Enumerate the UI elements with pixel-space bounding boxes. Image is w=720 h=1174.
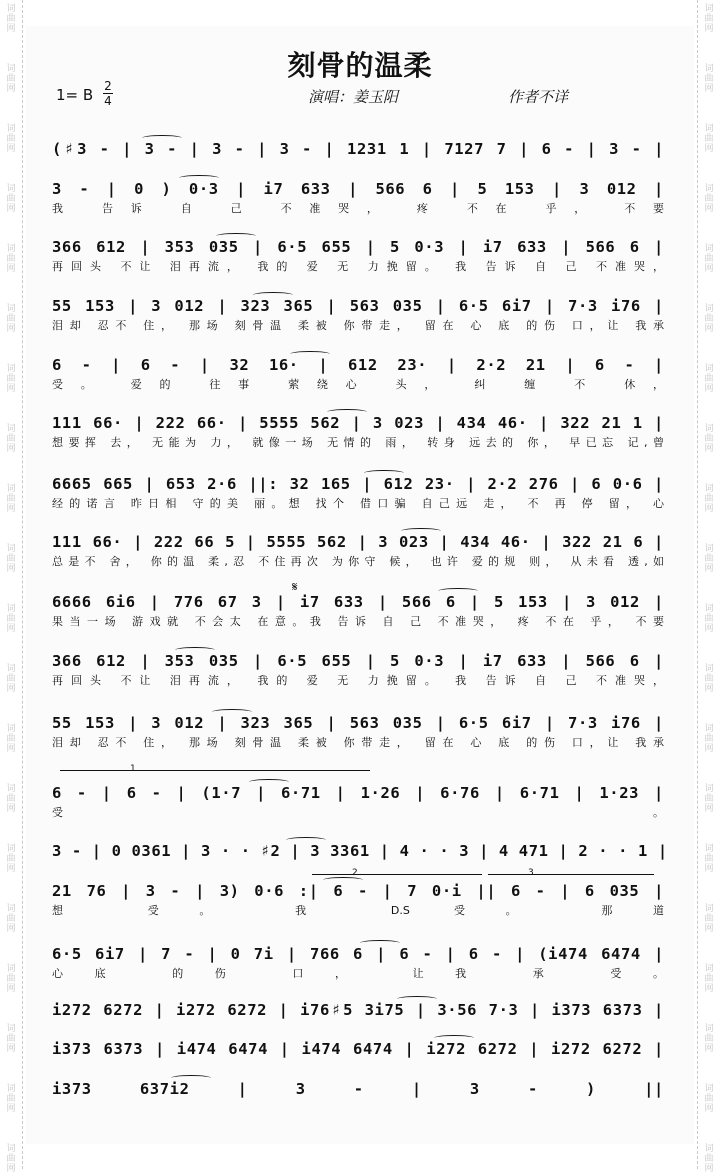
volta-2-label: 2 bbox=[352, 868, 358, 878]
score-line-notes: 6·5 6i7 | 7 - | 0 7i | 766 6 | 6 - | 6 - | (i474 6474 | bbox=[52, 945, 664, 963]
score-line-notes: 6 - | 6 - | 32 16· | 612 23· | 2·2 21 | 6 - | bbox=[52, 356, 664, 374]
watermark-text: 词 曲 网 bbox=[6, 904, 16, 934]
watermark-text: 词 曲 网 bbox=[6, 304, 16, 334]
score-line-lyrics: 泪却 忍不 住， 那场 刻骨温 柔被 你带走， 留在 心 底 的伤 口，让 我承 bbox=[52, 736, 664, 749]
score-line-lyrics: 经的诺言 昨日相 守的美 丽。想 找个 借口骗 自己远 走， 不 再 停 留， 心 bbox=[52, 497, 664, 510]
watermark-text: 词 曲 网 bbox=[6, 724, 16, 754]
time-signature-bottom: 4 bbox=[104, 94, 112, 108]
score-line-lyrics: 受。 爱的 往事 萦绕心 头， 纠 缠 不 休， bbox=[52, 378, 664, 391]
beam-line bbox=[52, 733, 664, 734]
score-line-notes: 3 - | 0 0361 | 3 · · ♯2 | 3 3361 | 4 · · 3 | 4 471 | 2 · · 1 | bbox=[52, 842, 668, 860]
beam-line bbox=[52, 159, 664, 160]
score-line bbox=[52, 297, 664, 337]
volta-3-bracket bbox=[488, 874, 654, 875]
score-line-lyrics: 果当一场 游戏就 不会太 在意。我 告诉 自 己 不准哭， 疼 不在 乎， 不要 bbox=[52, 615, 664, 628]
watermark-text: 词 曲 网 bbox=[704, 124, 714, 154]
score-line bbox=[52, 945, 664, 985]
score-line bbox=[52, 882, 664, 922]
beam-line bbox=[52, 964, 664, 965]
score-line-notes: 3 - | 0 ) 0·3 | i7 633 | 566 6 | 5 153 | 3 012 | bbox=[52, 180, 664, 198]
score-line-notes: 366 612 | 353 035 | 6·5 655 | 5 0·3 | i7 633 | 566 6 | bbox=[52, 238, 664, 256]
watermark-text: 词 曲 网 bbox=[704, 724, 714, 754]
watermark-text: 词 曲 网 bbox=[704, 184, 714, 214]
watermark-text: 词 曲 网 bbox=[704, 844, 714, 874]
watermark-text: 词 曲 网 bbox=[6, 964, 16, 994]
score-line bbox=[52, 140, 664, 180]
slur-arc bbox=[249, 779, 289, 785]
score-line bbox=[52, 238, 664, 278]
watermark-text: 词 曲 网 bbox=[6, 1144, 16, 1174]
watermark-text: 词 曲 网 bbox=[6, 664, 16, 694]
watermark-text: 词 曲 网 bbox=[6, 364, 16, 394]
score-line-lyrics: 我 告诉 自 己 不准哭， 疼 不在 乎， 不要 bbox=[52, 202, 664, 215]
volta-1-label: 1 bbox=[130, 764, 136, 774]
score-line bbox=[52, 1040, 664, 1080]
watermark-text: 词 曲 网 bbox=[6, 484, 16, 514]
score-line-notes: 366 612 | 353 035 | 6·5 655 | 5 0·3 | i7 633 | 566 6 | bbox=[52, 652, 664, 670]
score-line-notes: 111 66· | 222 66· | 5555 562 | 3 023 | 434 46· | 322 21 1 | bbox=[52, 414, 664, 432]
slur-arc bbox=[179, 175, 219, 181]
score-line-lyrics: 受。 bbox=[52, 806, 664, 819]
slur-arc bbox=[327, 409, 367, 415]
score-line bbox=[52, 652, 664, 692]
watermark-text: 词 曲 网 bbox=[704, 1024, 714, 1054]
score-line-lyrics: 再回头 不让 泪再流， 我的 爱 无 力挽留。 我 告诉 自 己 不准哭， bbox=[52, 260, 664, 273]
slur-arc bbox=[171, 1075, 211, 1081]
score-line-lyrics: 总是不 舍， 你的温 柔,忍 不住再次 为你守 候， 也许 爱的规 则， 从未看 透,如 bbox=[52, 555, 664, 568]
segno-sign: 𝄋 bbox=[292, 580, 298, 595]
score-line-notes: i272 6272 | i272 6272 | i76♯5 3i75 | 3·56 7·3 | i373 6373 | bbox=[52, 1001, 664, 1019]
slur-arc bbox=[216, 233, 256, 239]
score-line bbox=[52, 784, 664, 824]
score-line-lyrics: 泪却 忍不 住， 那场 刻骨温 柔被 你带走， 留在 心 底 的伤 口，让 我承 bbox=[52, 319, 664, 332]
score-line-notes: 111 66· | 222 66 5 | 5555 562 | 3 023 | 434 46· | 322 21 6 | bbox=[52, 533, 664, 551]
score-line bbox=[52, 414, 664, 454]
beam-line bbox=[52, 671, 664, 672]
watermark-text: 词 曲 网 bbox=[704, 424, 714, 454]
watermark-text: 词 曲 网 bbox=[704, 1084, 714, 1114]
slur-arc bbox=[253, 292, 293, 298]
watermark-text: 词 曲 网 bbox=[704, 604, 714, 634]
score-line-notes: i373 637i2 | 3 - | 3 - ) || bbox=[52, 1080, 664, 1098]
score-line bbox=[52, 842, 668, 882]
beam-line bbox=[52, 494, 664, 495]
score-line bbox=[52, 714, 664, 754]
slur-arc bbox=[290, 351, 330, 357]
score-line bbox=[52, 593, 664, 633]
slur-arc bbox=[364, 470, 404, 476]
slur-arc bbox=[438, 588, 478, 594]
score-line-notes: 21 76 | 3 - | 3) 0·6 :| 6 - | 7 0·i || 6 - | 6 035 | bbox=[52, 882, 664, 900]
score-line-lyrics: 想要挥 去， 无能为 力， 就像一场 无情的 雨， 转身 远去的 你， 早已忘 记,曾 bbox=[52, 436, 664, 449]
score-line-lyrics: 心底 的伤 口， 让我 承 受。 bbox=[52, 967, 664, 980]
score-line-notes: 6666 6i6 | 776 67 3 | i7 633 | 566 6 | 5 153 | 3 012 | bbox=[52, 593, 664, 611]
volta-1-bracket bbox=[60, 770, 370, 771]
beam-line bbox=[52, 375, 664, 376]
beam-line bbox=[52, 861, 664, 862]
beam-line bbox=[52, 552, 664, 553]
slur-arc bbox=[434, 1035, 474, 1041]
score-line-notes: (♯3 - | 3 - | 3 - | 3 - | 1231 1 | 7127 7 | 6 - | 3 - | bbox=[52, 140, 664, 158]
watermark-text: 词 曲 网 bbox=[6, 544, 16, 574]
volta-3-label: 3 bbox=[528, 868, 534, 878]
volta-2-bracket bbox=[312, 874, 482, 875]
slur-arc bbox=[175, 647, 215, 653]
score-line bbox=[52, 356, 664, 396]
score-line-notes: 6 - | 6 - | (1·7 | 6·71 | 1·26 | 6·76 | 6·71 | 1·23 | bbox=[52, 784, 664, 802]
beam-line bbox=[52, 433, 664, 434]
watermark-text: 词 曲 网 bbox=[704, 664, 714, 694]
score-line-lyrics: 再回头 不让 泪再流， 我的 爱 无 力挽留。 我 告诉 自 己 不准哭， bbox=[52, 674, 664, 687]
score-line bbox=[52, 180, 664, 220]
beam-line bbox=[52, 1020, 664, 1021]
score-line-notes: 55 153 | 3 012 | 323 365 | 563 035 | 6·5 6i7 | 7·3 i76 | bbox=[52, 714, 664, 732]
time-signature-top: 2 bbox=[104, 79, 112, 93]
song-title: 刻骨的温柔 bbox=[287, 49, 433, 82]
score-line-lyrics: 想 受。 我 D.S 受。 那道 bbox=[52, 904, 664, 917]
slur-arc bbox=[401, 528, 441, 534]
slur-arc bbox=[360, 940, 400, 946]
watermark-text: 词 曲 网 bbox=[6, 124, 16, 154]
watermark-text: 词 曲 网 bbox=[704, 244, 714, 274]
beam-line bbox=[52, 901, 664, 902]
watermark-text: 词 曲 网 bbox=[6, 244, 16, 274]
key-signature: 1= B bbox=[56, 86, 94, 104]
watermark-text: 词 曲 网 bbox=[6, 1084, 16, 1114]
score-line bbox=[52, 1001, 664, 1041]
watermark-text: 词 曲 网 bbox=[704, 4, 714, 34]
slur-arc bbox=[142, 135, 182, 141]
slur-arc bbox=[286, 837, 326, 843]
watermark-text: 词 曲 网 bbox=[704, 964, 714, 994]
time-signature bbox=[103, 80, 113, 107]
watermark-text: 词 曲 网 bbox=[704, 64, 714, 94]
watermark-text: 词 曲 网 bbox=[704, 304, 714, 334]
watermark-text: 词 曲 网 bbox=[704, 364, 714, 394]
watermark-text: 词 曲 网 bbox=[704, 544, 714, 574]
slur-arc bbox=[212, 709, 252, 715]
score-line bbox=[52, 533, 664, 573]
watermark-text: 词 曲 网 bbox=[6, 64, 16, 94]
watermark-text: 词 曲 网 bbox=[6, 4, 16, 34]
author-credit: 作者不详 bbox=[508, 88, 569, 106]
singer-credit: 演唱：姜玉阳 bbox=[308, 88, 399, 106]
score-line-notes: 6665 665 | 653 2·6 ||: 32 165 | 612 23· | 2·2 276 | 6 0·6 | bbox=[52, 475, 664, 493]
beam-line bbox=[52, 199, 664, 200]
beam-line bbox=[52, 316, 664, 317]
watermark-text: 词 曲 网 bbox=[6, 784, 16, 814]
watermark-text: 词 曲 网 bbox=[6, 604, 16, 634]
score-line bbox=[52, 1080, 664, 1120]
watermark-text: 词 曲 网 bbox=[6, 424, 16, 454]
beam-line bbox=[52, 1059, 664, 1060]
watermark-text: 词 曲 网 bbox=[6, 184, 16, 214]
slur-arc bbox=[397, 996, 437, 1002]
watermark-text: 词 曲 网 bbox=[6, 1024, 16, 1054]
watermark-text: 词 曲 网 bbox=[704, 784, 714, 814]
watermark-text: 词 曲 网 bbox=[704, 484, 714, 514]
beam-line bbox=[52, 612, 664, 613]
score-line-notes: i373 6373 | i474 6474 | i474 6474 | i272 6272 | i272 6272 | bbox=[52, 1040, 664, 1058]
watermark-text: 词 曲 网 bbox=[6, 844, 16, 874]
watermark-text: 词 曲 网 bbox=[704, 904, 714, 934]
beam-line bbox=[52, 1099, 664, 1100]
beam-line bbox=[52, 257, 664, 258]
score-line-notes: 55 153 | 3 012 | 323 365 | 563 035 | 6·5 6i7 | 7·3 i76 | bbox=[52, 297, 664, 315]
score-line bbox=[52, 475, 664, 515]
watermark-text: 词 曲 网 bbox=[704, 1144, 714, 1174]
beam-line bbox=[52, 803, 664, 804]
